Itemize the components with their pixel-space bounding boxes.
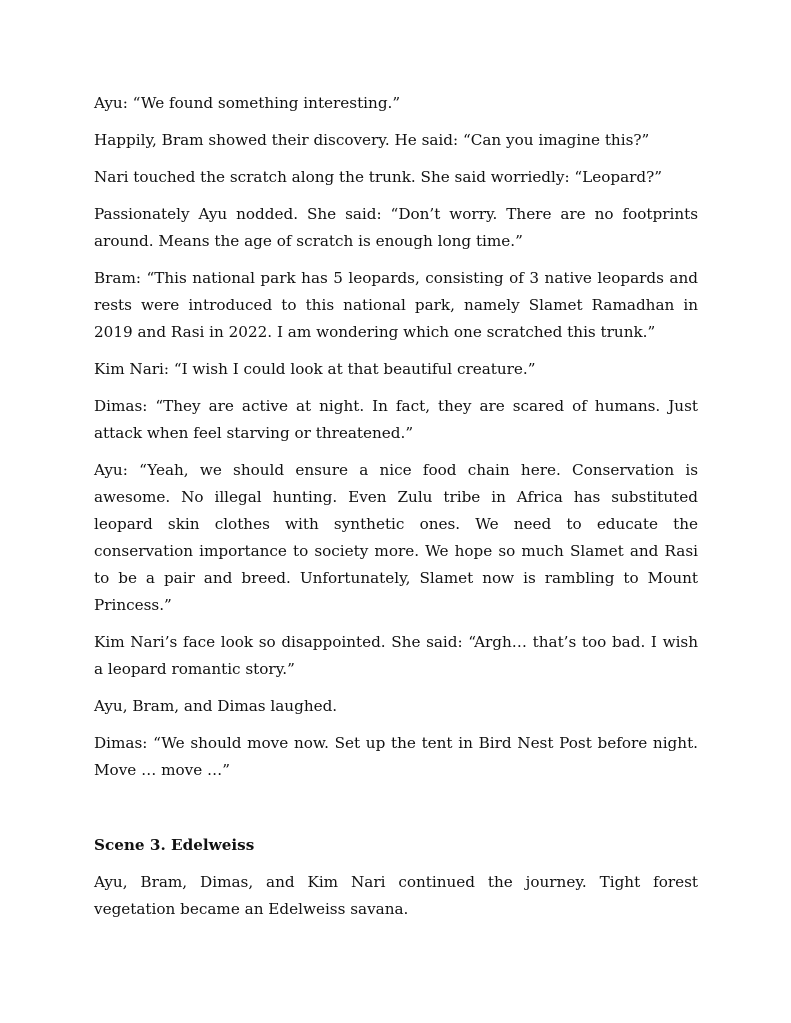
paragraph: Ayu, Bram, Dimas, and Kim Nari continued the journey. Tight forest vegetation became an Edelweiss savana. [94, 873, 698, 918]
paragraph: Nari touched the scratch along the trunk. She said worriedly: “Leopard?” [94, 168, 663, 186]
paragraph: Passionately Ayu nodded. She said: “Don’t worry. There are no footprints around. Means the age of scratch is enough long time.” [94, 205, 698, 250]
paragraph: Ayu, Bram, and Dimas laughed. [94, 697, 338, 715]
paragraph: Ayu: “We found something interesting.” [94, 94, 401, 112]
paragraph: Kim Nari: “I wish I could look at that beautiful creature.” [94, 360, 536, 378]
section-spacer [94, 794, 698, 832]
scene-heading: Scene 3. Edelweiss [94, 836, 255, 854]
paragraph: Dimas: “We should move now. Set up the tent in Bird Nest Post before night. Move … move …” [94, 734, 698, 779]
document-page [94, 90, 698, 933]
paragraph: Dimas: “They are active at night. In fact, they are scared of humans. Just attack when feel starving or threatened.” [94, 397, 698, 442]
paragraph: Bram: “This national park has 5 leopards, consisting of 3 native leopards and rests were introduced to this national park, namely Slamet Ramadhan in 2019 and Rasi in 2022. I am wondering which one scratched this trunk.” [94, 269, 698, 341]
paragraph: Ayu: “Yeah, we should ensure a nice food chain here. Conservation is awesome. No illegal hunting. Even Zulu tribe in Africa has substituted leopard skin clothes with synthetic ones. We need to educate the conservation importance to society more. We hope so much Slamet and Rasi to be a pair and breed. Unfortunately, Slamet now is rambling to Mount Princess.” [94, 461, 698, 614]
paragraph: Happily, Bram showed their discovery. He said: “Can you imagine this?” [94, 131, 650, 149]
paragraph: Kim Nari’s face look so disappointed. She said: “Argh… that’s too bad. I wish a leopard romantic story.” [94, 633, 698, 678]
